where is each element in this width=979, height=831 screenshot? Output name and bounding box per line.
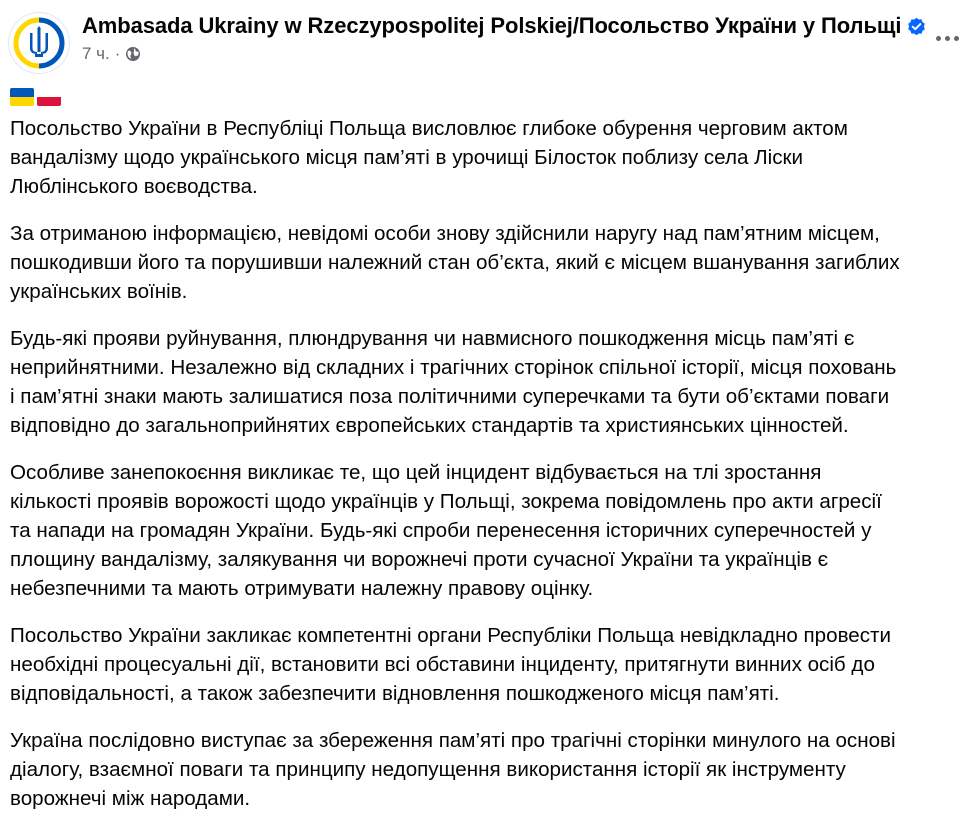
page-name[interactable]: Ambasada Ukrainy w Rzeczypospolitej Polskiej/Посольство України у Польщі — [82, 13, 902, 38]
verified-badge-icon — [907, 16, 926, 42]
page-name-line[interactable] — [82, 13, 926, 42]
more-dot — [954, 36, 959, 41]
globe-icon[interactable] — [125, 46, 141, 67]
poland-flag-icon — [37, 88, 61, 106]
post-meta — [82, 44, 141, 67]
page-avatar[interactable] — [8, 12, 70, 74]
post-paragraph: Посольство України в Республіці Польща висловлює глибоке обурення черговим актом вандалізму щодо українського місця пам’яті в урочищі Білосток поблизу села Ліски Люблінського воєводства. — [10, 117, 848, 198]
ukraine-flag-icon — [10, 88, 34, 106]
post-header — [0, 0, 979, 80]
more-dot — [936, 36, 941, 41]
more-options-icon[interactable] — [929, 24, 965, 52]
post-body — [10, 114, 975, 831]
more-dot — [945, 36, 950, 41]
meta-separator: · — [114, 44, 121, 63]
post-paragraph: Особливе занепокоєння викликає те, що цей інцидент відбувається на тлі зростання кількості проявів ворожості щодо українців у Польщі, зокрема повідомлень про акти агресії та напади на громадян України. Будь-які спроби перенесення історичних суперечностей у площину вандалізму, залякування чи ворожнечі проти сучасної України та українців є небезпечними та мають отримувати належну правову оцінку. — [10, 461, 882, 600]
post-paragraph: Посольство України закликає компетентні органи Республіки Польща невідкладно провести необхідні процесуальні дії, встановити всі обставини інциденту, притягнути винних осіб до відповідальності, а також забезпечити відновлення пошкодженого місця пам’яті. — [10, 624, 891, 705]
ukraine-trident-logo-icon — [8, 12, 70, 74]
post-timestamp[interactable]: 7 ч. — [82, 44, 110, 63]
post-paragraph: За отриманою інформацією, невідомі особи знову здійснили наругу над пам’ятним місцем, пошкодивши його та порушивши належний стан об’єкта, який є місцем вшанування загиблих українських воїнів. — [10, 222, 900, 303]
post-paragraph: Україна послідовно виступає за збереження пам’яті про трагічні сторінки минулого на основі діалогу, взаємної поваги та принципу недопущення використання історії як інструменту ворожнечі між народами. — [10, 729, 896, 810]
flag-emojis — [10, 88, 61, 106]
post-paragraph: Будь-які прояви руйнування, плюндрування чи навмисного пошкодження місць пам’яті є неприйнятними. Незалежно від складних і трагічних сторінок спільної історії, місця поховань і пам’ятні знаки мають залишатися поза політичними суперечками та бути об’єктами поваги відповідно до загальноприйнятих європейських стандартів та християнських цінностей. — [10, 327, 897, 437]
